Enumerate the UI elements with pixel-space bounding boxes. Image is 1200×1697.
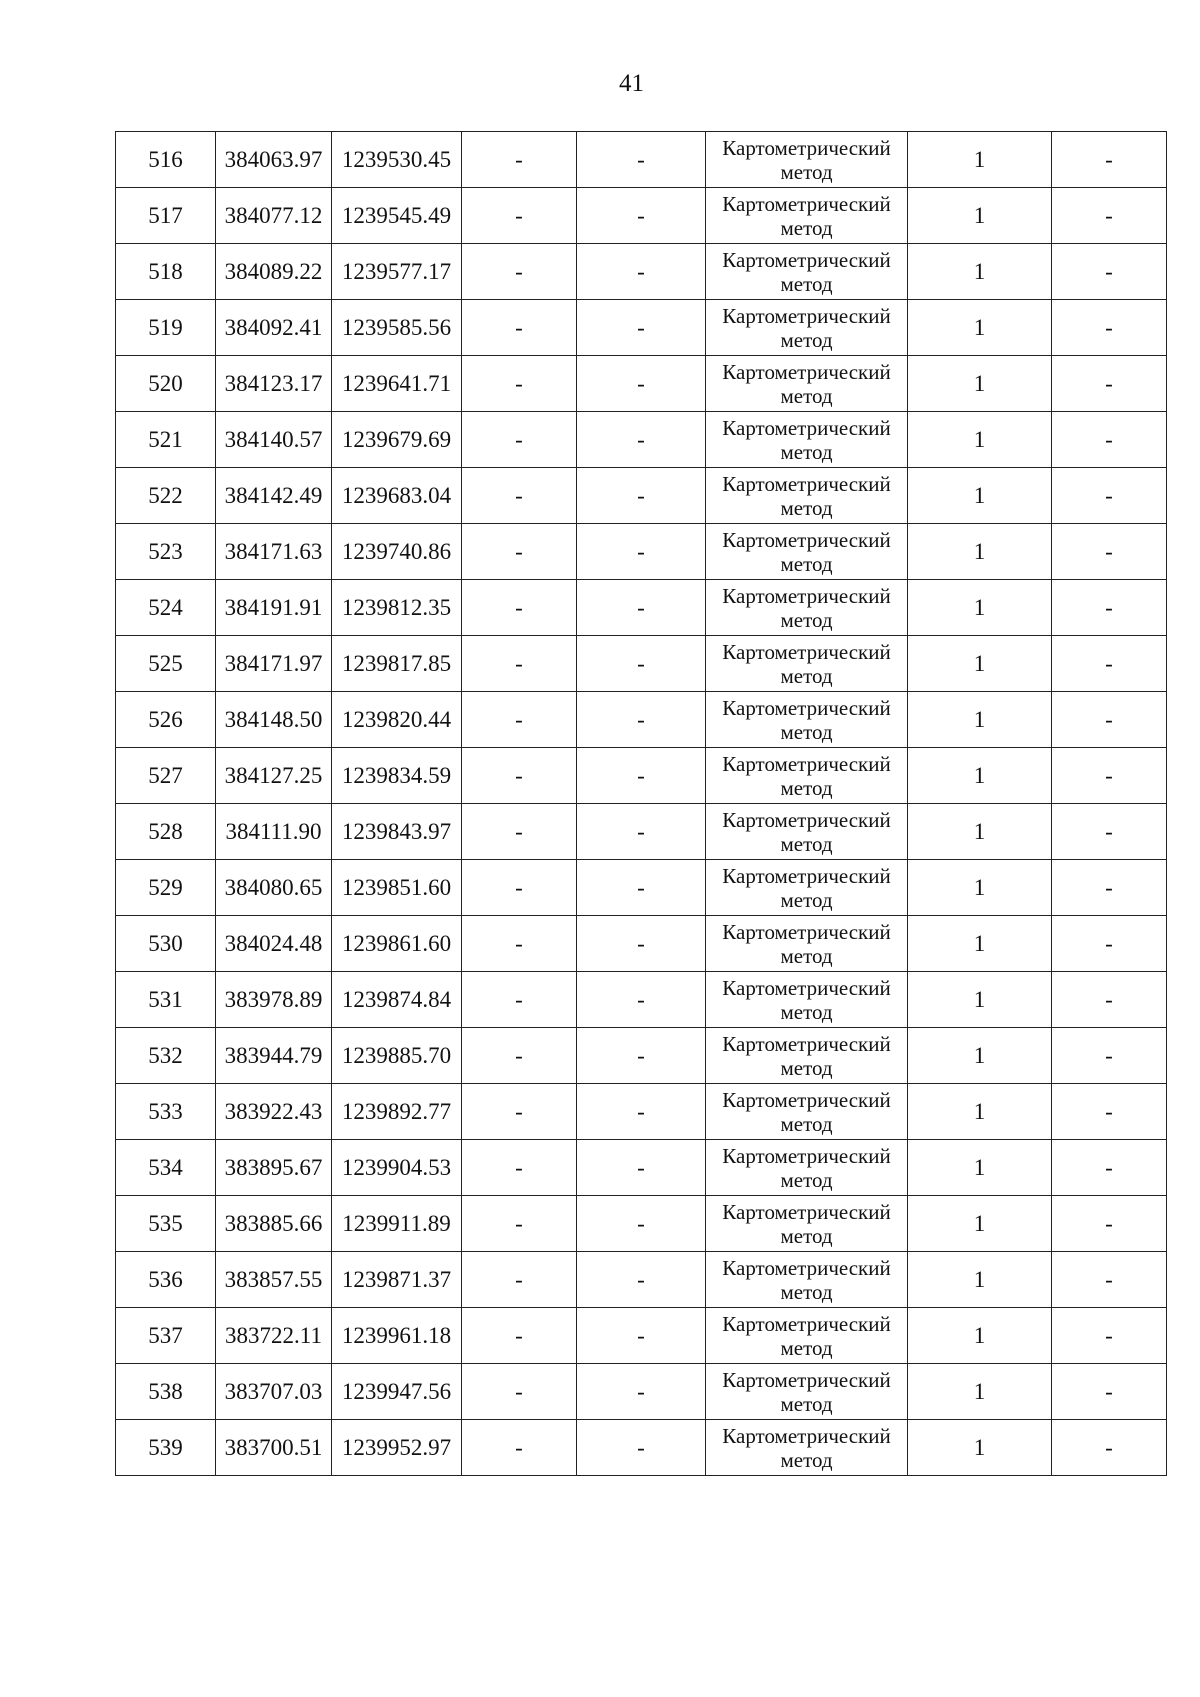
method-line-1: Картометрический: [722, 1367, 891, 1392]
table-row: [116, 636, 1167, 692]
point-number-cell: 531: [116, 972, 216, 1028]
empty-value-cell: -: [1052, 1308, 1167, 1364]
method-cell: [706, 692, 908, 748]
method-line-1: Картометрический: [722, 807, 891, 832]
empty-value-cell: -: [577, 1308, 706, 1364]
point-number-cell: 538: [116, 1364, 216, 1420]
method-line-1: Картометрический: [722, 1311, 891, 1336]
x-coordinate-cell: 384171.63: [216, 524, 332, 580]
method-line-1: Картометрический: [722, 863, 891, 888]
empty-value-cell: -: [462, 972, 577, 1028]
empty-value-cell: -: [577, 524, 706, 580]
y-coordinate-cell: 1239530.45: [332, 132, 462, 188]
method-line-1: Картометрический: [722, 583, 891, 608]
x-coordinate-cell: 383857.55: [216, 1252, 332, 1308]
page-number: 41: [619, 70, 644, 97]
empty-value-cell: -: [577, 1420, 706, 1476]
y-coordinate-cell: 1239871.37: [332, 1252, 462, 1308]
x-coordinate-cell: 384024.48: [216, 916, 332, 972]
method-line-1: Картометрический: [722, 695, 891, 720]
empty-value-cell: -: [462, 1196, 577, 1252]
empty-value-cell: -: [1052, 916, 1167, 972]
method-line-2: метод: [780, 943, 833, 968]
y-coordinate-cell: 1239683.04: [332, 468, 462, 524]
y-coordinate-cell: 1239851.60: [332, 860, 462, 916]
method-cell: [706, 1084, 908, 1140]
point-number-cell: 529: [116, 860, 216, 916]
method-line-1: Картометрический: [722, 919, 891, 944]
x-coordinate-cell: 384171.97: [216, 636, 332, 692]
empty-value-cell: -: [1052, 692, 1167, 748]
method-line-2: метод: [780, 1167, 833, 1192]
table-row: [116, 1308, 1167, 1364]
y-coordinate-cell: 1239885.70: [332, 1028, 462, 1084]
accuracy-cell: 1: [908, 1196, 1052, 1252]
empty-value-cell: -: [1052, 1140, 1167, 1196]
empty-value-cell: -: [462, 692, 577, 748]
empty-value-cell: -: [577, 748, 706, 804]
point-number-cell: 522: [116, 468, 216, 524]
x-coordinate-cell: 384148.50: [216, 692, 332, 748]
empty-value-cell: -: [462, 468, 577, 524]
table-body: [116, 132, 1167, 1476]
table-row: [116, 860, 1167, 916]
y-coordinate-cell: 1239834.59: [332, 748, 462, 804]
method-line-1: Картометрический: [722, 1143, 891, 1168]
y-coordinate-cell: 1239961.18: [332, 1308, 462, 1364]
y-coordinate-cell: 1239820.44: [332, 692, 462, 748]
empty-value-cell: -: [462, 244, 577, 300]
empty-value-cell: -: [462, 356, 577, 412]
x-coordinate-cell: 384111.90: [216, 804, 332, 860]
x-coordinate-cell: 383885.66: [216, 1196, 332, 1252]
accuracy-cell: 1: [908, 1364, 1052, 1420]
empty-value-cell: -: [577, 356, 706, 412]
table-row: [116, 524, 1167, 580]
accuracy-cell: 1: [908, 244, 1052, 300]
empty-value-cell: -: [1052, 244, 1167, 300]
x-coordinate-cell: 384123.17: [216, 356, 332, 412]
x-coordinate-cell: 383895.67: [216, 1140, 332, 1196]
table-row: [116, 1196, 1167, 1252]
table-row: [116, 1140, 1167, 1196]
empty-value-cell: -: [462, 1308, 577, 1364]
empty-value-cell: -: [462, 188, 577, 244]
x-coordinate-cell: 384191.91: [216, 580, 332, 636]
point-number-cell: 516: [116, 132, 216, 188]
y-coordinate-cell: 1239812.35: [332, 580, 462, 636]
method-line-1: Картометрический: [722, 527, 891, 552]
x-coordinate-cell: 384089.22: [216, 244, 332, 300]
empty-value-cell: -: [577, 132, 706, 188]
point-number-cell: 517: [116, 188, 216, 244]
table-row: [116, 1252, 1167, 1308]
point-number-cell: 520: [116, 356, 216, 412]
method-cell: [706, 1140, 908, 1196]
empty-value-cell: -: [577, 412, 706, 468]
table-row: [116, 1420, 1167, 1476]
x-coordinate-cell: 383722.11: [216, 1308, 332, 1364]
point-number-cell: 519: [116, 300, 216, 356]
table-row: [116, 1364, 1167, 1420]
accuracy-cell: 1: [908, 188, 1052, 244]
point-number-cell: 524: [116, 580, 216, 636]
y-coordinate-cell: 1239911.89: [332, 1196, 462, 1252]
point-number-cell: 518: [116, 244, 216, 300]
method-cell: [706, 804, 908, 860]
method-line-2: метод: [780, 719, 833, 744]
empty-value-cell: -: [462, 1420, 577, 1476]
method-line-2: метод: [780, 1111, 833, 1136]
accuracy-cell: 1: [908, 804, 1052, 860]
empty-value-cell: -: [1052, 1196, 1167, 1252]
accuracy-cell: 1: [908, 1420, 1052, 1476]
method-cell: [706, 244, 908, 300]
method-line-1: Картометрический: [722, 303, 891, 328]
method-cell: [706, 1252, 908, 1308]
point-number-cell: 534: [116, 1140, 216, 1196]
method-line-2: метод: [780, 663, 833, 688]
empty-value-cell: -: [577, 1364, 706, 1420]
x-coordinate-cell: 384092.41: [216, 300, 332, 356]
point-number-cell: 539: [116, 1420, 216, 1476]
empty-value-cell: -: [1052, 972, 1167, 1028]
empty-value-cell: -: [462, 748, 577, 804]
empty-value-cell: -: [1052, 1364, 1167, 1420]
empty-value-cell: -: [462, 860, 577, 916]
empty-value-cell: -: [577, 1028, 706, 1084]
accuracy-cell: 1: [908, 1028, 1052, 1084]
table-row: [116, 1084, 1167, 1140]
accuracy-cell: 1: [908, 412, 1052, 468]
empty-value-cell: -: [462, 412, 577, 468]
empty-value-cell: -: [577, 1252, 706, 1308]
y-coordinate-cell: 1239585.56: [332, 300, 462, 356]
method-line-1: Картометрический: [722, 247, 891, 272]
empty-value-cell: -: [1052, 468, 1167, 524]
method-line-1: Картометрический: [722, 975, 891, 1000]
empty-value-cell: -: [462, 1028, 577, 1084]
method-line-1: Картометрический: [722, 1199, 891, 1224]
point-number-cell: 521: [116, 412, 216, 468]
empty-value-cell: -: [462, 580, 577, 636]
method-line-2: метод: [780, 831, 833, 856]
empty-value-cell: -: [462, 636, 577, 692]
empty-value-cell: -: [462, 132, 577, 188]
y-coordinate-cell: 1239861.60: [332, 916, 462, 972]
x-coordinate-cell: 383978.89: [216, 972, 332, 1028]
empty-value-cell: -: [462, 1364, 577, 1420]
accuracy-cell: 1: [908, 300, 1052, 356]
method-cell: [706, 188, 908, 244]
table-row: [116, 804, 1167, 860]
method-line-1: Картометрический: [722, 135, 891, 160]
empty-value-cell: -: [1052, 300, 1167, 356]
table-row: [116, 916, 1167, 972]
accuracy-cell: 1: [908, 1084, 1052, 1140]
accuracy-cell: 1: [908, 916, 1052, 972]
accuracy-cell: 1: [908, 692, 1052, 748]
method-cell: [706, 972, 908, 1028]
method-line-2: метод: [780, 775, 833, 800]
method-line-2: метод: [780, 1391, 833, 1416]
method-cell: [706, 860, 908, 916]
accuracy-cell: 1: [908, 1308, 1052, 1364]
x-coordinate-cell: 383922.43: [216, 1084, 332, 1140]
table-row: [116, 412, 1167, 468]
empty-value-cell: -: [1052, 356, 1167, 412]
method-cell: [706, 748, 908, 804]
method-line-2: метод: [780, 1223, 833, 1248]
table-row: [116, 188, 1167, 244]
method-line-1: Картометрический: [722, 415, 891, 440]
method-line-1: Картометрический: [722, 191, 891, 216]
method-line-1: Картометрический: [722, 1423, 891, 1448]
empty-value-cell: -: [1052, 188, 1167, 244]
y-coordinate-cell: 1239874.84: [332, 972, 462, 1028]
empty-value-cell: -: [577, 972, 706, 1028]
empty-value-cell: -: [1052, 860, 1167, 916]
method-cell: [706, 412, 908, 468]
y-coordinate-cell: 1239641.71: [332, 356, 462, 412]
table-row: [116, 1028, 1167, 1084]
empty-value-cell: -: [577, 916, 706, 972]
empty-value-cell: -: [577, 188, 706, 244]
empty-value-cell: -: [577, 300, 706, 356]
coordinates-table: [115, 131, 1167, 1476]
accuracy-cell: 1: [908, 356, 1052, 412]
method-line-1: Картометрический: [722, 639, 891, 664]
method-line-1: Картометрический: [722, 1031, 891, 1056]
empty-value-cell: -: [577, 860, 706, 916]
point-number-cell: 537: [116, 1308, 216, 1364]
method-line-2: метод: [780, 495, 833, 520]
table-row: [116, 132, 1167, 188]
method-cell: [706, 1420, 908, 1476]
empty-value-cell: -: [577, 1140, 706, 1196]
accuracy-cell: 1: [908, 1252, 1052, 1308]
empty-value-cell: -: [1052, 636, 1167, 692]
accuracy-cell: 1: [908, 1140, 1052, 1196]
empty-value-cell: -: [577, 804, 706, 860]
accuracy-cell: 1: [908, 580, 1052, 636]
x-coordinate-cell: 384080.65: [216, 860, 332, 916]
method-line-2: метод: [780, 159, 833, 184]
empty-value-cell: -: [1052, 748, 1167, 804]
method-line-2: метод: [780, 271, 833, 296]
empty-value-cell: -: [577, 1196, 706, 1252]
point-number-cell: 523: [116, 524, 216, 580]
method-line-2: метод: [780, 1055, 833, 1080]
accuracy-cell: 1: [908, 972, 1052, 1028]
y-coordinate-cell: 1239843.97: [332, 804, 462, 860]
x-coordinate-cell: 384077.12: [216, 188, 332, 244]
y-coordinate-cell: 1239679.69: [332, 412, 462, 468]
table-row: [116, 468, 1167, 524]
method-line-1: Картометрический: [722, 359, 891, 384]
empty-value-cell: -: [1052, 1420, 1167, 1476]
x-coordinate-cell: 383707.03: [216, 1364, 332, 1420]
point-number-cell: 533: [116, 1084, 216, 1140]
x-coordinate-cell: 383700.51: [216, 1420, 332, 1476]
empty-value-cell: -: [462, 524, 577, 580]
method-line-1: Картометрический: [722, 471, 891, 496]
method-cell: [706, 132, 908, 188]
empty-value-cell: -: [1052, 580, 1167, 636]
table-row: [116, 244, 1167, 300]
empty-value-cell: -: [1052, 804, 1167, 860]
empty-value-cell: -: [1052, 524, 1167, 580]
table-row: [116, 580, 1167, 636]
method-cell: [706, 356, 908, 412]
method-cell: [706, 1196, 908, 1252]
x-coordinate-cell: 383944.79: [216, 1028, 332, 1084]
empty-value-cell: -: [577, 468, 706, 524]
empty-value-cell: -: [577, 244, 706, 300]
empty-value-cell: -: [1052, 412, 1167, 468]
accuracy-cell: 1: [908, 860, 1052, 916]
method-cell: [706, 636, 908, 692]
point-number-cell: 535: [116, 1196, 216, 1252]
method-cell: [706, 468, 908, 524]
empty-value-cell: -: [462, 1252, 577, 1308]
method-line-2: метод: [780, 607, 833, 632]
method-line-2: метод: [780, 215, 833, 240]
accuracy-cell: 1: [908, 468, 1052, 524]
empty-value-cell: -: [462, 804, 577, 860]
point-number-cell: 525: [116, 636, 216, 692]
x-coordinate-cell: 384063.97: [216, 132, 332, 188]
x-coordinate-cell: 384127.25: [216, 748, 332, 804]
method-line-2: метод: [780, 887, 833, 912]
empty-value-cell: -: [577, 692, 706, 748]
method-line-2: метод: [780, 999, 833, 1024]
method-line-1: Картометрический: [722, 751, 891, 776]
accuracy-cell: 1: [908, 636, 1052, 692]
table-row: [116, 972, 1167, 1028]
empty-value-cell: -: [577, 1084, 706, 1140]
empty-value-cell: -: [577, 636, 706, 692]
point-number-cell: 526: [116, 692, 216, 748]
method-line-2: метод: [780, 383, 833, 408]
point-number-cell: 530: [116, 916, 216, 972]
method-cell: [706, 1308, 908, 1364]
method-line-1: Картометрический: [722, 1087, 891, 1112]
table-row: [116, 748, 1167, 804]
method-line-1: Картометрический: [722, 1255, 891, 1280]
empty-value-cell: -: [1052, 1028, 1167, 1084]
table-row: [116, 300, 1167, 356]
empty-value-cell: -: [1052, 1252, 1167, 1308]
method-cell: [706, 300, 908, 356]
point-number-cell: 532: [116, 1028, 216, 1084]
table-row: [116, 692, 1167, 748]
method-line-2: метод: [780, 1447, 833, 1472]
method-cell: [706, 1028, 908, 1084]
accuracy-cell: 1: [908, 132, 1052, 188]
method-line-2: метод: [780, 551, 833, 576]
point-number-cell: 528: [116, 804, 216, 860]
point-number-cell: 527: [116, 748, 216, 804]
method-line-2: метод: [780, 327, 833, 352]
x-coordinate-cell: 384142.49: [216, 468, 332, 524]
y-coordinate-cell: 1239947.56: [332, 1364, 462, 1420]
method-line-2: метод: [780, 1279, 833, 1304]
method-line-2: метод: [780, 439, 833, 464]
point-number-cell: 536: [116, 1252, 216, 1308]
y-coordinate-cell: 1239740.86: [332, 524, 462, 580]
empty-value-cell: -: [577, 580, 706, 636]
accuracy-cell: 1: [908, 748, 1052, 804]
empty-value-cell: -: [1052, 132, 1167, 188]
y-coordinate-cell: 1239817.85: [332, 636, 462, 692]
y-coordinate-cell: 1239545.49: [332, 188, 462, 244]
y-coordinate-cell: 1239892.77: [332, 1084, 462, 1140]
y-coordinate-cell: 1239577.17: [332, 244, 462, 300]
method-cell: [706, 524, 908, 580]
y-coordinate-cell: 1239952.97: [332, 1420, 462, 1476]
method-cell: [706, 916, 908, 972]
empty-value-cell: -: [1052, 1084, 1167, 1140]
empty-value-cell: -: [462, 1084, 577, 1140]
y-coordinate-cell: 1239904.53: [332, 1140, 462, 1196]
method-cell: [706, 1364, 908, 1420]
method-line-2: метод: [780, 1335, 833, 1360]
empty-value-cell: -: [462, 916, 577, 972]
x-coordinate-cell: 384140.57: [216, 412, 332, 468]
method-cell: [706, 580, 908, 636]
empty-value-cell: -: [462, 1140, 577, 1196]
table-row: [116, 356, 1167, 412]
accuracy-cell: 1: [908, 524, 1052, 580]
empty-value-cell: -: [462, 300, 577, 356]
